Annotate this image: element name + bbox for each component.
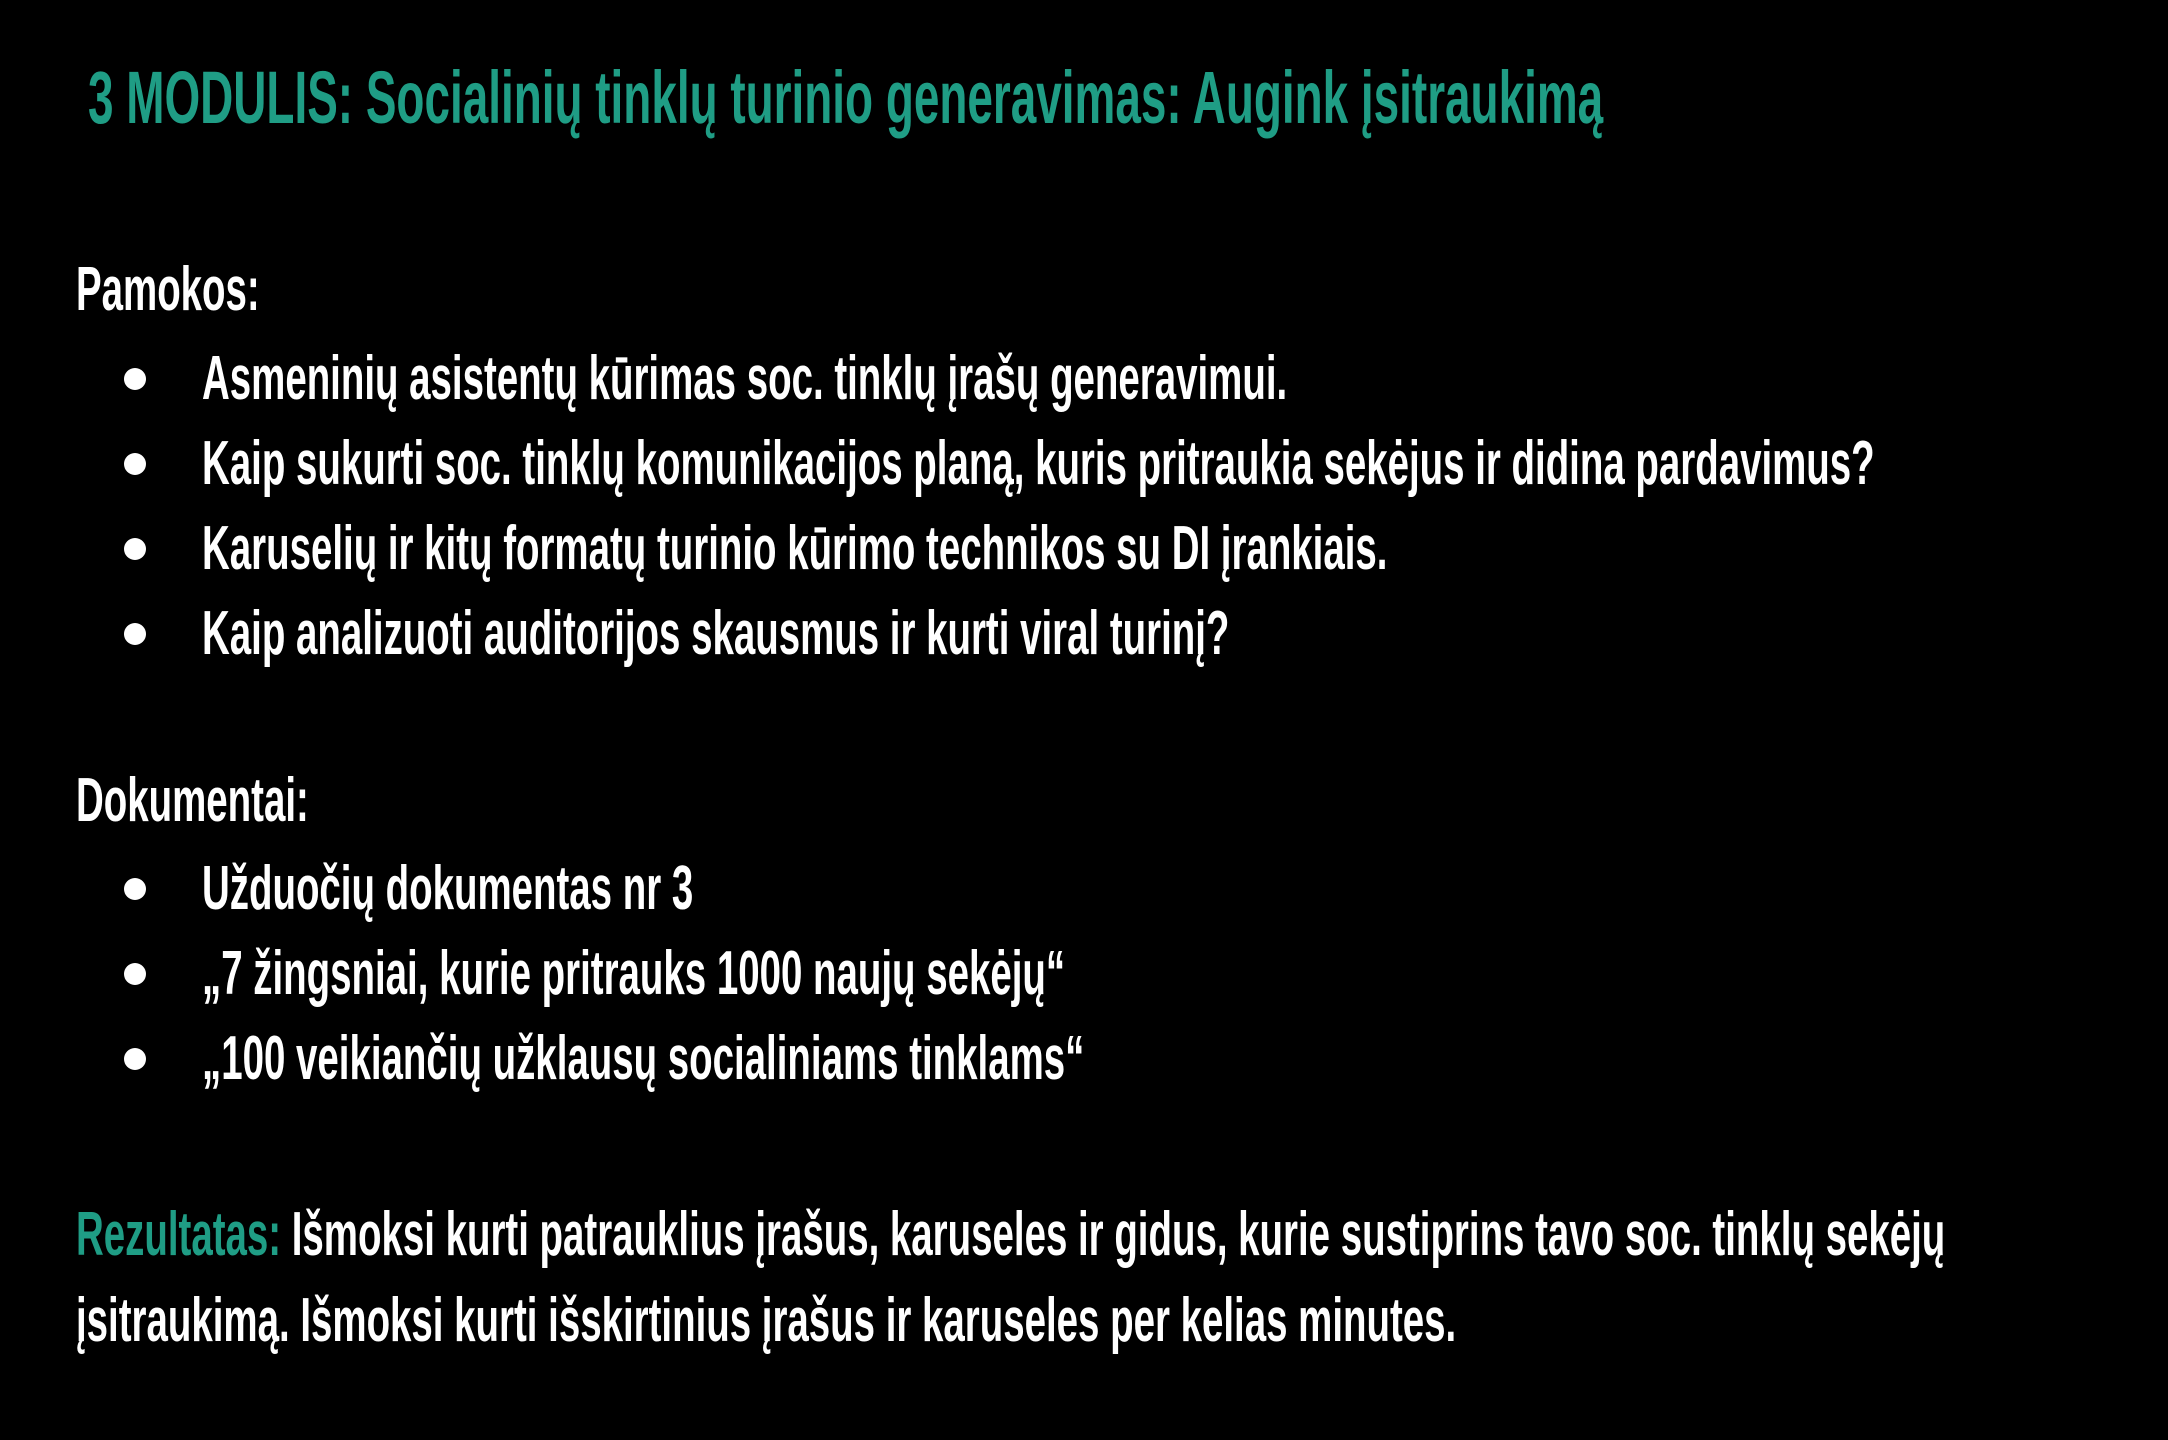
result-line-2 xyxy=(76,1278,2168,1364)
result-label: Rezultatas: xyxy=(76,1200,282,1269)
documents-heading-text: Dokumentai: xyxy=(76,766,309,835)
bullet-icon xyxy=(124,623,146,645)
documents-heading xyxy=(76,763,451,839)
bullet-icon xyxy=(124,453,146,475)
module-title-text: 3 MODULIS: Socialinių tinklų turinio generavimas: Augink įsitraukimą xyxy=(88,56,1604,139)
result-block xyxy=(76,1192,2168,1364)
bullet-icon xyxy=(124,1048,146,1070)
result-text-2: įsitraukimą. Išmoksi kurti išskirtinius įrašus ir karuseles per kelias minutes. xyxy=(76,1286,1457,1355)
result-line-1-text xyxy=(76,1192,1945,1278)
module-title xyxy=(88,58,2168,138)
document-item-text: „7 žingsniai, kurie pritrauks 1000 naujų sekėjų“ xyxy=(202,939,1066,1008)
bullet-icon xyxy=(124,538,146,560)
lesson-item-text: Kaip sukurti soc. tinklų komunikacijos planą, kuris pritraukia sekėjus ir didina pardavimus? xyxy=(202,429,1875,498)
lesson-item-text: Kaip analizuoti auditorijos skausmus ir kurti viral turinį? xyxy=(202,599,1230,668)
bullet-icon xyxy=(124,368,146,390)
result-text-1: Išmoksi kurti patrauklius įrašus, karuseles ir gidus, kurie sustiprins tavo soc. tinklų sekėjų xyxy=(281,1200,1946,1269)
bullet-icon xyxy=(124,878,146,900)
lesson-item-text: Asmeninių asistentų kūrimas soc. tinklų įrašų generavimui. xyxy=(202,344,1288,413)
lesson-item-text: Karuselių ir kitų formatų turinio kūrimo technikos su DI įrankiais. xyxy=(202,514,1388,583)
result-line-1 xyxy=(76,1192,2168,1278)
document-item-text: Užduočių dokumentas nr 3 xyxy=(202,854,694,923)
lessons-heading xyxy=(76,252,372,328)
lessons-heading-text: Pamokos: xyxy=(76,255,260,324)
bullet-icon xyxy=(124,963,146,985)
document-item-text: „100 veikiančių užklausų socialiniams tinklams“ xyxy=(202,1024,1085,1093)
